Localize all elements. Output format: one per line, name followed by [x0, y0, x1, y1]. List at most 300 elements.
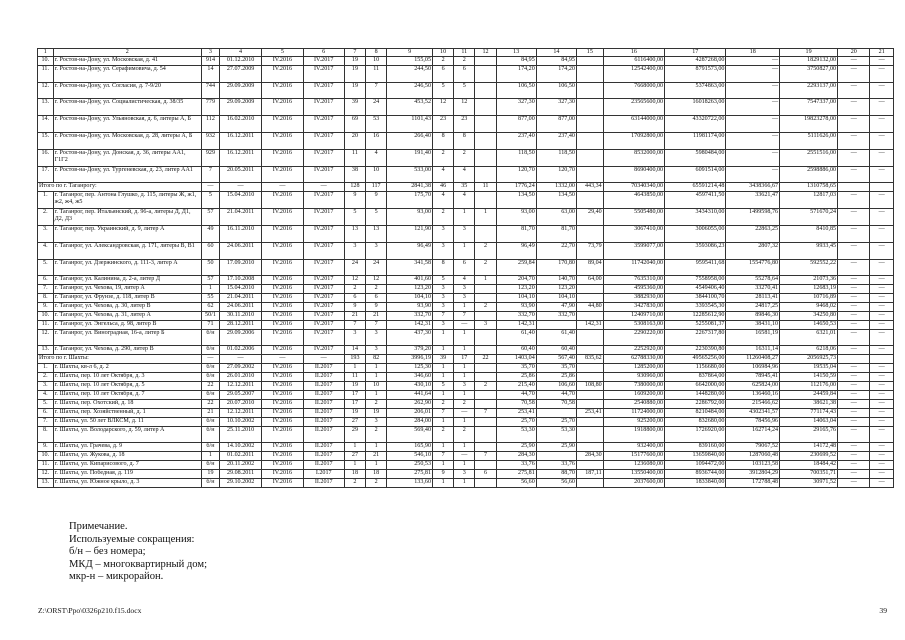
table-cell: 70340340,00: [603, 183, 664, 192]
table-cell: [576, 311, 603, 320]
table-cell: II.2017: [303, 399, 344, 408]
table-cell: 5: [433, 82, 454, 99]
table-cell: 55278,64: [726, 276, 780, 285]
table-cell: 63,00: [536, 209, 576, 226]
table-cell: 7.: [38, 285, 54, 294]
table-cell: —: [870, 116, 894, 133]
table-cell: 2551516,00: [780, 149, 838, 166]
table-cell: IV.2016: [262, 285, 303, 294]
column-number: 12: [475, 49, 496, 57]
table-cell: 8532000,00: [603, 149, 664, 166]
table-cell: IV.2017: [303, 209, 344, 226]
table-cell: —: [870, 443, 894, 452]
table-cell: [576, 346, 603, 355]
table-cell: —: [870, 346, 894, 355]
table-cell: 5980484,00: [665, 149, 726, 166]
table-cell: 6091514,00: [665, 166, 726, 183]
table-cell: 14063,04: [780, 417, 838, 426]
table-cell: [475, 294, 496, 303]
table-cell: IV.2016: [262, 461, 303, 470]
table-cell: 24: [366, 259, 387, 276]
table-cell: 11742040,00: [603, 259, 664, 276]
table-cell: 3: [366, 346, 387, 355]
table-cell: IV.2016: [262, 452, 303, 461]
table-cell: 6.: [38, 408, 54, 417]
table-cell: 10: [366, 57, 387, 66]
table-cell: 401,60: [387, 276, 433, 285]
table-cell: 379,20: [387, 346, 433, 355]
table-cell: IV.2016: [262, 443, 303, 452]
table-cell: 5.: [38, 259, 54, 276]
table-cell: 140,70: [536, 276, 576, 285]
table-cell: 60: [202, 242, 220, 259]
table-cell: —: [838, 364, 870, 373]
table-cell: 187,11: [576, 469, 603, 478]
table-cell: 1: [366, 461, 387, 470]
table-cell: 22: [202, 382, 220, 391]
table-cell: IV.2016: [262, 399, 303, 408]
table-cell: 123,20: [536, 285, 576, 294]
table-cell: 88,70: [536, 469, 576, 478]
table-cell: I.2017: [303, 469, 344, 478]
table-cell: —: [219, 355, 261, 364]
table-cell: 1285200,00: [603, 364, 664, 373]
table-row: [38, 192, 894, 209]
column-number: 4: [219, 49, 261, 57]
column-number: 17: [665, 49, 726, 57]
table-cell: 4549406,40: [665, 285, 726, 294]
table-cell: 62788330,00: [603, 355, 664, 364]
table-cell: 5: [454, 82, 475, 99]
table-cell: 13: [344, 225, 365, 242]
table-cell: —: [870, 382, 894, 391]
table-cell: [475, 57, 496, 66]
table-cell: 1: [454, 373, 475, 382]
table-cell: 35,70: [536, 364, 576, 373]
table-cell: 1.: [38, 192, 54, 209]
table-cell: 104,10: [496, 294, 536, 303]
table-row: [38, 294, 894, 303]
table-cell: 56,60: [496, 478, 536, 487]
table-cell: 1310758,65: [780, 183, 838, 192]
table-cell: б/н: [202, 390, 220, 399]
table-row: [38, 346, 894, 355]
table-cell: 25,70: [496, 417, 536, 426]
table-cell: 5: [366, 209, 387, 226]
table-cell: II.2017: [303, 417, 344, 426]
table-cell: 771174,43: [780, 408, 838, 417]
housing-program-table: [37, 48, 894, 488]
table-cell: 11.: [38, 320, 54, 329]
table-cell: 89846,30: [726, 311, 780, 320]
table-cell: 13550400,00: [603, 469, 664, 478]
table-cell: IV.2016: [262, 294, 303, 303]
table-cell: 12: [344, 276, 365, 285]
table-cell: [870, 355, 894, 364]
table-cell: 27: [344, 417, 365, 426]
table-cell: —: [870, 166, 894, 183]
table-cell: 2: [366, 426, 387, 443]
note-title: Примечание.: [69, 521, 128, 532]
table-cell: 63144000,00: [603, 116, 664, 133]
table-cell: 215466,62: [726, 399, 780, 408]
table-cell: II.2017: [303, 408, 344, 417]
table-cell: 01.12.2010: [219, 57, 261, 66]
table-cell: 16.11.2010: [219, 225, 261, 242]
table-cell: 346,60: [387, 373, 433, 382]
column-number: 2: [53, 49, 201, 57]
table-row: [38, 382, 894, 391]
table-cell: —: [870, 373, 894, 382]
table-cell: 1: [433, 346, 454, 355]
table-cell: 2: [475, 259, 496, 276]
table-cell: IV.2017: [303, 285, 344, 294]
table-cell: 106,60: [536, 382, 576, 391]
table-cell: IV.2016: [262, 276, 303, 285]
table-cell: —: [838, 443, 870, 452]
address-cell: г. Таганрог, пер. Антона Глушко, д. 115, литеры Ж, ж1, ж2, ж4, ж5: [53, 192, 201, 209]
table-cell: 38431,10: [726, 320, 780, 329]
table-cell: 10.: [38, 452, 54, 461]
address-cell: г. Шахты, кв-л 6, д. 2: [53, 364, 201, 373]
table-cell: 2: [366, 478, 387, 487]
table-cell: 3: [475, 320, 496, 329]
table-cell: [576, 329, 603, 346]
table-cell: б/н: [202, 346, 220, 355]
table-cell: 7: [475, 452, 496, 461]
table-cell: 8410,85: [780, 225, 838, 242]
table-cell: IV.2016: [262, 311, 303, 320]
table-cell: 2: [433, 399, 454, 408]
table-cell: 25,90: [536, 443, 576, 452]
table-cell: —: [726, 82, 780, 99]
table-cell: —: [870, 461, 894, 470]
table-cell: [576, 82, 603, 99]
table-cell: [536, 408, 576, 417]
address-cell: г. Шахты, пер. Хозяйственный, д. 1: [53, 408, 201, 417]
table-cell: —: [303, 355, 344, 364]
table-cell: 3: [433, 225, 454, 242]
table-cell: —: [838, 303, 870, 312]
table-cell: 2056925,73: [780, 355, 838, 364]
table-cell: 1094472,00: [665, 461, 726, 470]
table-cell: 29165,76: [780, 426, 838, 443]
table-cell: 3427830,00: [603, 303, 664, 312]
table-cell: [475, 329, 496, 346]
table-cell: 14: [202, 65, 220, 82]
table-cell: 21.04.2011: [219, 294, 261, 303]
table-cell: 1: [454, 478, 475, 487]
table-cell: 13.: [38, 478, 54, 487]
address-cell: г. Шахты, пер. Охотский, д. 18: [53, 399, 201, 408]
table-cell: 9468,02: [780, 303, 838, 312]
table-cell: 266,40: [387, 133, 433, 150]
table-row: [38, 57, 894, 66]
table-cell: б/н: [202, 461, 220, 470]
table-cell: 250,53: [387, 461, 433, 470]
table-cell: 9: [366, 303, 387, 312]
table-cell: 38: [344, 166, 365, 183]
table-cell: 35: [454, 183, 475, 192]
table-cell: 592552,22: [780, 259, 838, 276]
table-cell: [576, 225, 603, 242]
table-cell: [475, 478, 496, 487]
table-cell: 16581,19: [726, 329, 780, 346]
table-cell: 341,58: [387, 259, 433, 276]
table-cell: 104,10: [536, 294, 576, 303]
table-cell: 60,40: [496, 346, 536, 355]
table-cell: 30.11.2010: [219, 311, 261, 320]
table-cell: 571670,24: [780, 209, 838, 226]
table-cell: 4: [433, 192, 454, 209]
table-cell: IV.2016: [262, 478, 303, 487]
table-cell: 1: [344, 364, 365, 373]
table-cell: 81,70: [536, 225, 576, 242]
table-cell: 4.: [38, 242, 54, 259]
table-cell: 2.: [38, 373, 54, 382]
table-cell: 3: [366, 242, 387, 259]
table-cell: —: [870, 225, 894, 242]
column-number: 16: [603, 49, 664, 57]
table-row: [38, 443, 894, 452]
table-cell: IV.2016: [262, 166, 303, 183]
table-cell: 33,76: [496, 461, 536, 470]
table-cell: 9: [366, 192, 387, 209]
table-cell: 11981174,00: [665, 133, 726, 150]
table-cell: 1: [433, 478, 454, 487]
table-cell: 155,05: [387, 57, 433, 66]
table-row: [38, 478, 894, 487]
table-cell: —: [726, 57, 780, 66]
table-cell: 1: [366, 373, 387, 382]
table-cell: 1403,04: [496, 355, 536, 364]
table-cell: IV.2016: [262, 82, 303, 99]
table-cell: 17: [454, 355, 475, 364]
table-cell: IV.2016: [262, 469, 303, 478]
table-cell: 96,49: [387, 242, 433, 259]
table-cell: [838, 355, 870, 364]
table-cell: IV.2017: [303, 294, 344, 303]
table-cell: IV.2016: [262, 99, 303, 116]
table-cell: 1236080,00: [603, 461, 664, 470]
table-cell: 27: [344, 452, 365, 461]
table-cell: 4: [454, 276, 475, 285]
table-cell: 7.: [38, 417, 54, 426]
table-cell: 441,64: [387, 390, 433, 399]
table-cell: —: [726, 99, 780, 116]
table-cell: 12683,19: [780, 285, 838, 294]
table-cell: —: [838, 469, 870, 478]
table-cell: 244,50: [387, 65, 433, 82]
table-cell: 2: [344, 285, 365, 294]
column-number: 9: [387, 49, 433, 57]
table-cell: IV.2016: [262, 346, 303, 355]
table-cell: 7: [433, 408, 454, 417]
table-row: [38, 311, 894, 320]
table-cell: —: [303, 183, 344, 192]
table-row: [38, 285, 894, 294]
table-cell: 46: [433, 183, 454, 192]
table-cell: 78456,96: [726, 417, 780, 426]
table-cell: 19: [344, 65, 365, 82]
table-cell: 2: [454, 57, 475, 66]
table-cell: 20: [344, 133, 365, 150]
table-row: [38, 276, 894, 285]
table-cell: 237,40: [536, 133, 576, 150]
table-cell: 1.: [38, 364, 54, 373]
column-number: 8: [366, 49, 387, 57]
table-cell: 925200,00: [603, 417, 664, 426]
table-cell: 39: [344, 99, 365, 116]
table-cell: 2841,38: [387, 183, 433, 192]
table-cell: 70,58: [496, 399, 536, 408]
table-cell: 5111626,00: [780, 133, 838, 150]
table-cell: 1: [475, 209, 496, 226]
table-cell: 15177600,00: [603, 452, 664, 461]
table-cell: 25,86: [536, 373, 576, 382]
table-cell: 837864,00: [665, 373, 726, 382]
table-cell: 1: [344, 461, 365, 470]
table-cell: 13.: [38, 99, 54, 116]
table-cell: 1156680,00: [665, 364, 726, 373]
table-cell: 9.: [38, 443, 54, 452]
table-cell: 3: [433, 285, 454, 294]
table-cell: 835,62: [576, 355, 603, 364]
table-cell: —: [838, 166, 870, 183]
table-cell: 1: [366, 364, 387, 373]
address-cell: г. Шахты, пер. 10 лет Октября, д. 7: [53, 390, 201, 399]
table-cell: —: [870, 242, 894, 259]
table-cell: 24.06.2011: [219, 242, 261, 259]
table-cell: II.2017: [303, 426, 344, 443]
table-cell: 79067,52: [726, 443, 780, 452]
table-cell: 8.: [38, 294, 54, 303]
table-cell: 84,95: [536, 57, 576, 66]
table-cell: 877,00: [496, 116, 536, 133]
table-cell: II.2017: [303, 452, 344, 461]
table-cell: IV.2016: [262, 426, 303, 443]
table-cell: —: [870, 408, 894, 417]
table-cell: 33621,47: [726, 192, 780, 209]
table-cell: 12409710,00: [603, 311, 664, 320]
table-cell: 174,20: [496, 65, 536, 82]
table-cell: 3: [344, 242, 365, 259]
table-cell: 18484,42: [780, 461, 838, 470]
table-cell: 142,31: [387, 320, 433, 329]
table-cell: 6: [366, 294, 387, 303]
table-cell: —: [202, 183, 220, 192]
table-cell: IV.2017: [303, 303, 344, 312]
table-cell: 1554776,80: [726, 259, 780, 276]
table-cell: —: [726, 166, 780, 183]
address-cell: г. Ростов-на-Дону, ул. Ульяновская, д. 6, литеры А, Б: [53, 116, 201, 133]
table-cell: 165,90: [387, 443, 433, 452]
table-cell: 1: [454, 443, 475, 452]
table-cell: 22,70: [536, 242, 576, 259]
address-cell: г. Ростов-на-Дону, ул. Социалистическая, д. 38/35: [53, 99, 201, 116]
subtotal-label: Итого по г. Таганрогу:: [38, 183, 202, 192]
table-cell: 21073,36: [780, 276, 838, 285]
table-cell: IV.2016: [262, 259, 303, 276]
table-row: [38, 116, 894, 133]
table-cell: IV.2017: [303, 276, 344, 285]
table-cell: 6: [454, 65, 475, 82]
table-cell: 2252920,00: [603, 346, 664, 355]
address-cell: г. Ростов-на-Дону, ул. Московская, д. 41: [53, 57, 201, 66]
table-cell: 4: [433, 166, 454, 183]
table-cell: 2: [475, 303, 496, 312]
address-cell: г. Ростов-на-Дону, ул. Согласия, д. 7-9/20: [53, 82, 201, 99]
table-cell: 1: [366, 390, 387, 399]
table-cell: 3: [344, 329, 365, 346]
table-cell: —: [838, 133, 870, 150]
table-cell: —: [870, 285, 894, 294]
table-cell: 5308163,00: [603, 320, 664, 329]
table-cell: [475, 346, 496, 355]
table-cell: 55: [202, 294, 220, 303]
table-cell: IV.2016: [262, 65, 303, 82]
table-cell: 20.07.2010: [219, 399, 261, 408]
table-cell: 3434310,00: [665, 209, 726, 226]
table-cell: 1: [344, 443, 365, 452]
table-cell: 175,70: [387, 192, 433, 209]
table-cell: —: [838, 225, 870, 242]
table-cell: 19: [344, 57, 365, 66]
table-cell: IV.2016: [262, 373, 303, 382]
table-cell: 19: [344, 408, 365, 417]
table-cell: 6: [475, 469, 496, 478]
table-cell: 89,04: [576, 259, 603, 276]
table-cell: 3: [454, 294, 475, 303]
table-cell: 11.: [38, 65, 54, 82]
table-cell: IV.2016: [262, 57, 303, 66]
table-cell: 1: [454, 461, 475, 470]
table-cell: 453,52: [387, 99, 433, 116]
table-cell: 1: [433, 443, 454, 452]
table-cell: 96,49: [496, 242, 536, 259]
column-number: 20: [838, 49, 870, 57]
table-cell: 33,76: [536, 461, 576, 470]
table-cell: 62: [202, 303, 220, 312]
table-cell: 22: [202, 399, 220, 408]
table-cell: —: [726, 65, 780, 82]
table-cell: II.2017: [303, 390, 344, 399]
table-cell: 2290220,00: [603, 329, 664, 346]
table-cell: 4: [366, 149, 387, 166]
table-cell: б/н: [202, 417, 220, 426]
table-cell: 1: [433, 364, 454, 373]
table-cell: 275,81: [387, 469, 433, 478]
table-cell: 1: [202, 452, 220, 461]
table-cell: 275,81: [496, 469, 536, 478]
table-cell: 191,40: [387, 149, 433, 166]
table-cell: 170,80: [536, 259, 576, 276]
table-cell: 11724000,00: [603, 408, 664, 417]
table-cell: IV.2017: [303, 149, 344, 166]
table-cell: [576, 192, 603, 209]
table-cell: 4: [454, 192, 475, 209]
table-cell: б/н: [202, 443, 220, 452]
table-cell: IV.2017: [303, 311, 344, 320]
address-cell: г. Таганрог, ул. Александровская, д. 171, литеры В, В1: [53, 242, 201, 259]
table-cell: 932: [202, 133, 220, 150]
table-cell: IV.2016: [262, 329, 303, 346]
table-cell: IV.2017: [303, 225, 344, 242]
table-cell: б/н: [202, 373, 220, 382]
table-cell: 932400,00: [603, 443, 664, 452]
table-cell: 134,50: [496, 192, 536, 209]
table-cell: [576, 426, 603, 443]
